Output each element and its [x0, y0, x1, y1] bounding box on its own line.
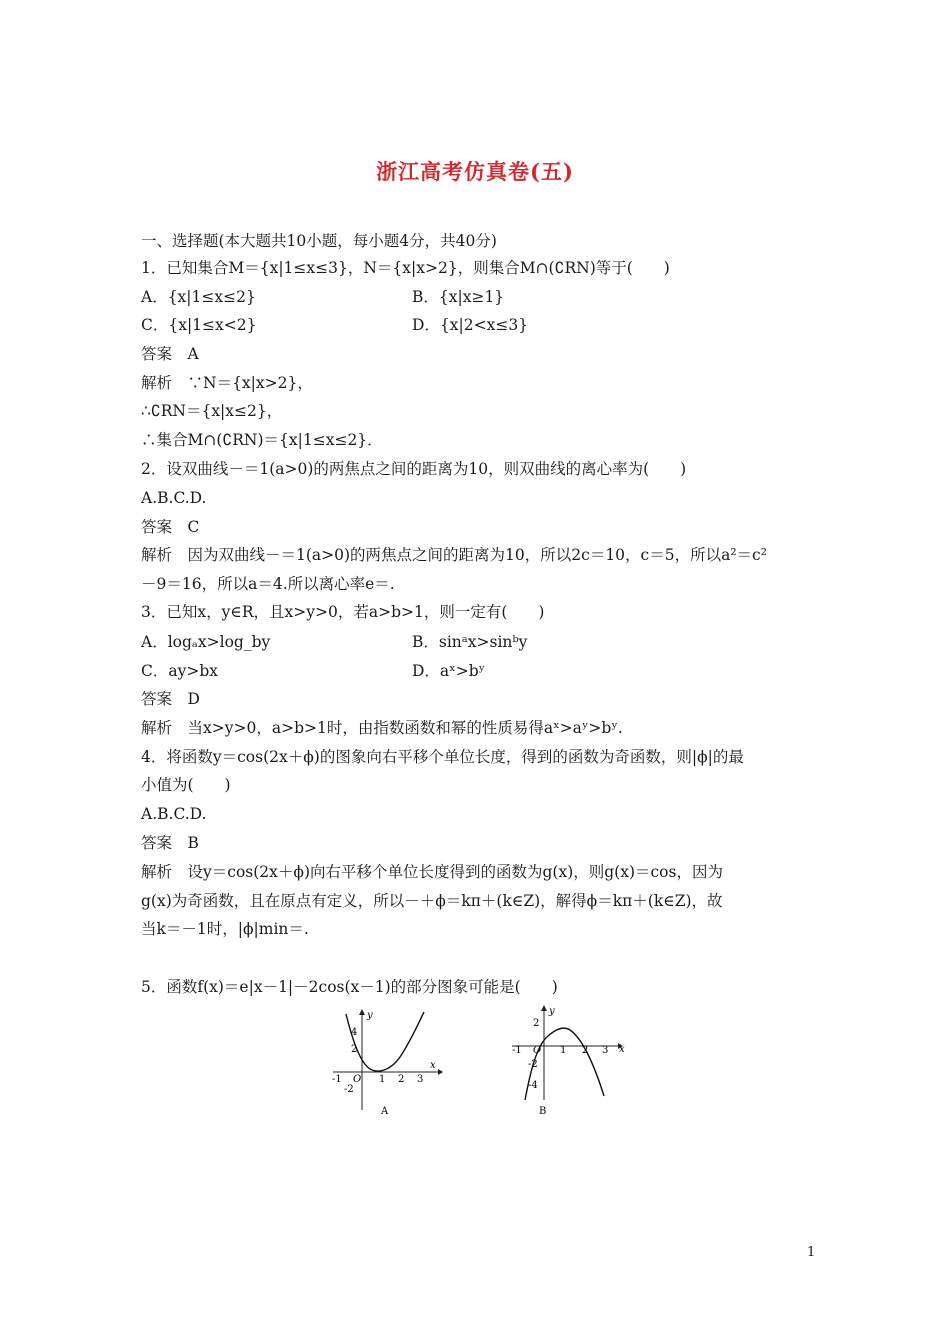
figure-a-curve [346, 1012, 424, 1071]
q2-solution-1: 解析 因为双曲线－＝1(a>0)的两焦点之间的距离为10，所以2c＝10，c＝5，所以a²＝c² [141, 546, 767, 564]
q3-option-d: D．aˣ>bʸ [412, 662, 486, 680]
q1-solution-3: ∴集合M∩(∁RN)＝{x|1≤x≤2}． [141, 431, 383, 449]
q5-figure-a [328, 1006, 443, 1118]
q3-solution-1: 解析 当x>y>0，a>b>1时，由指数函数和幂的性质易得aˣ>aʸ>bʸ. [141, 719, 623, 737]
q3-option-c: C．ay>bx [141, 662, 219, 680]
section-heading: 一、选择题(本大题共10小题，每小题4分，共40分) [141, 232, 497, 250]
figure-a-origin: O [353, 1074, 362, 1085]
q4-answer: 答案 B [141, 834, 199, 852]
q1-option-d: D．{x|2<x≤3} [412, 316, 529, 334]
q3-option-b: B．sinᵃx>sinᵇy [412, 633, 528, 651]
q4-solution-2: g(x)为奇函数，且在原点有定义，所以－＋ϕ＝kπ＋(k∈Z)，解得ϕ＝kπ＋(k∈Z)，故 [141, 892, 723, 910]
figure-a-tick-x-1: 1 [379, 1074, 386, 1085]
figure-b-x-label: x [619, 1044, 625, 1055]
figure-a-tick-y-2: 2 [351, 1044, 358, 1055]
page-number: 1 [807, 1245, 816, 1260]
figure-b-tick-y-2: 2 [533, 1018, 540, 1029]
q2-answer: 答案 C [141, 518, 200, 536]
q3-option-a: A．logₐx>log_by [141, 633, 271, 651]
figure-a-tick-y-4: 4 [351, 1027, 358, 1038]
figure-b-tick-y-neg2: -2 [528, 1059, 538, 1070]
figure-a-x-label: x [430, 1060, 436, 1071]
q4-stem-2: 小值为( ) [141, 776, 231, 794]
q2-stem: 2．设双曲线－＝1(a>0)的两焦点之间的距离为10，则双曲线的离心率为( ) [141, 460, 687, 478]
figure-b-tick-x-2: 2 [582, 1045, 589, 1056]
q4-solution-3: 当k＝－1时，|ϕ|min＝. [141, 920, 309, 938]
figure-b-tick-x-neg1: -1 [512, 1045, 522, 1056]
figure-a-tick-x-3: 3 [417, 1074, 424, 1085]
q3-stem: 3．已知x，y∈R，且x>y>0，若a>b>1，则一定有( ) [141, 603, 545, 621]
q1-answer: 答案 A [141, 345, 199, 363]
figure-a-tick-x-2: 2 [398, 1074, 405, 1085]
q4-solution-1: 解析 设y＝cos(2x＋ϕ)向右平移个单位长度得到的函数为g(x)，则g(x)＝cos，因为 [141, 863, 723, 881]
q1-option-b: B．{x|x≥1} [412, 288, 505, 306]
figure-b-y-label: y [549, 1006, 555, 1017]
q4-options: A.B.C.D. [141, 805, 207, 823]
q3-answer: 答案 D [141, 690, 200, 708]
q4-stem-1: 4．将函数y＝cos(2x＋ϕ)的图象向右平移个单位长度，得到的函数为奇函数，则|ϕ|的最 [141, 748, 744, 766]
q1-solution-1: 解析 ∵N＝{x|x>2}， [141, 374, 313, 392]
figure-a-y-label: y [367, 1010, 373, 1021]
figure-b-tick-x-3: 3 [602, 1045, 609, 1056]
figure-b-tick-x-1: 1 [560, 1045, 567, 1056]
figure-b-caption: B [539, 1106, 547, 1117]
q1-stem: 1．已知集合M＝{x|1≤x≤3}，N＝{x|x>2}，则集合M∩(∁RN)等于( ) [141, 259, 670, 277]
page-title: 浙江高考仿真卷(五) [376, 159, 574, 184]
figure-a-tick-y-neg2: -2 [344, 1084, 354, 1095]
q1-solution-2: ∴∁RN＝{x|x≤2}， [141, 402, 283, 420]
figure-b-origin: O [533, 1045, 542, 1056]
q2-options: A.B.C.D. [141, 489, 207, 507]
q5-figure-b [508, 1004, 633, 1118]
q5-stem: 5．函数f(x)＝e|x－1|－2cos(x－1)的部分图象可能是( ) [141, 978, 558, 996]
q2-solution-2: －9＝16，所以a＝4.所以离心率e＝. [141, 575, 395, 593]
figure-a-tick-x-neg1: -1 [332, 1074, 342, 1085]
q1-option-a: A．{x|1≤x≤2} [141, 288, 256, 306]
q1-option-c: C．{x|1≤x<2} [141, 316, 257, 334]
figure-b-tick-y-neg4: -4 [528, 1080, 538, 1091]
figure-a-caption: A [381, 1106, 389, 1117]
